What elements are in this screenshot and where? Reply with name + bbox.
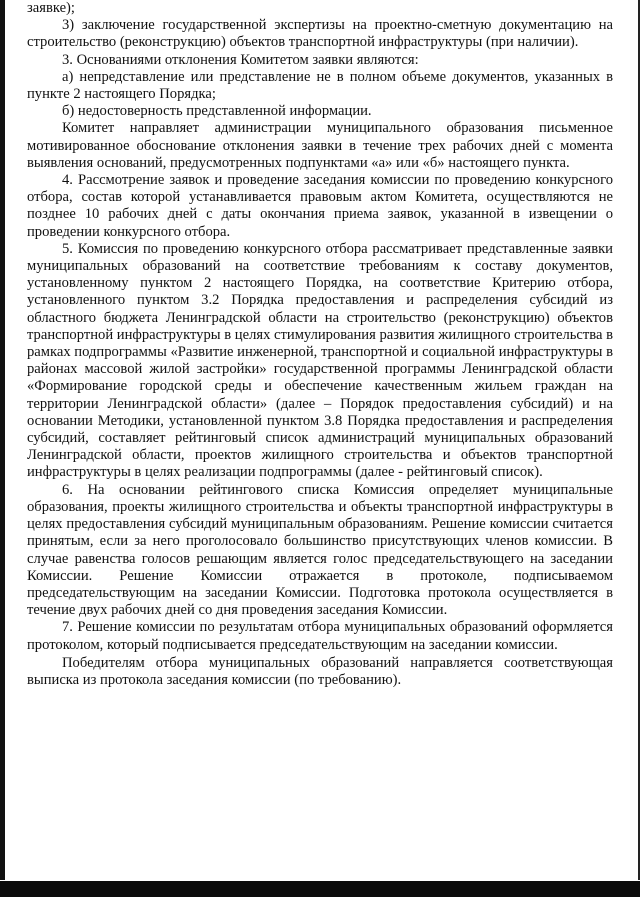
paragraph-winners: Победителям отбора муниципальных образований направляется соответствующая выписка из протокола заседания комиссии (по требованию).: [27, 654, 613, 688]
paragraph-item-7: 7. Решение комиссии по результатам отбора муниципальных образований оформляется протоколом, который подписывается председательствующим на заседании комиссии.: [27, 619, 613, 653]
paragraph-ground-a: а) непредставление или представление не в полном объеме документов, указанных в пункте 2 настоящего Порядка;: [27, 68, 613, 103]
scan-border-bottom: [0, 881, 640, 897]
paragraph-item-5: 5. Комиссия по проведению конкурсного отбора рассматривает представленные заявки муниципальных образований на соответствие требованиям к составу документов, установленному пунктом 2 настоящего Порядка, на соответствие Критерию отбора, установленного пунктом 3.2 Порядка предоставления и распределения субсидий из областного бюджета Ленинградской области на строительство (реконструкцию) объектов транспортной инфраструктуры в целях стимулирования развития жилищного строительства в рамках подпрограммы «Развитие инженерной, транспортной и социальной инфраструктуры в районах массовой жилой застройки» государственной программы Ленинградской области «Формирование городской среды и обеспечение качественным жильем граждан на территории Ленинградской области» (далее – Порядок предоставления субсидий) и на основании Методики, установленной пунктом 3.8 Порядка предоставления и распределения субсидий, составляет рейтинговый список администраций муниципальных образований Ленинградской области, проектов жилищного строительства и объектов транспортной инфраструктуры в целях реализации подпрограммы (далее - рейтинговый список).: [27, 240, 613, 481]
paragraph-rejection-grounds: 3. Основаниями отклонения Комитетом заявки являются:: [62, 51, 419, 68]
paragraph-item-6: 6. На основании рейтингового списка Комиссия определяет муниципальные образования, проекты жилищного строительства и объекты транспортной инфраструктуры в целях предоставления субсидий муниципальным образованиям. Решение комиссии считается принятым, если за него проголосовало большинство присутствующих членов комиссии. В случае равенства голосов решающим является голос председательствующего на заседании Комиссии. Решение Комиссии отражается в протоколе, подписываемом председательствующим на заседании Комиссии. Подготовка протокола осуществляется в течение двух рабочих дней со дня проведения заседания Комиссии.: [27, 481, 613, 619]
scan-border-left: [0, 0, 5, 880]
paragraph-item-4: 4. Рассмотрение заявок и проведение заседания комиссии по проведению конкурсного отбора, состав которой устанавливается правовым актом Комитета, осуществляются не позднее 10 рабочих дней с даты окончания приема заявок, указанной в извещении о проведении конкурсного отбора.: [27, 172, 613, 240]
paragraph-committee-notice: Комитет направляет администрации муниципального образования письменное мотивированное обоснование отклонения заявки в течение трех рабочих дней с момента выявления оснований, предусмотренных подпунктами «а» или «б» настоящего пункта.: [27, 120, 613, 171]
paragraph-continuation: заявке);: [27, 0, 75, 16]
paragraph-expertise: 3) заключение государственной экспертизы на проектно-сметную документацию на строительство (реконструкцию) объектов транспортной инфраструктуры (при наличии).: [27, 17, 613, 51]
document-body: [27, 0, 613, 689]
paragraph-ground-b: б) недостоверность представленной информации.: [62, 103, 372, 120]
